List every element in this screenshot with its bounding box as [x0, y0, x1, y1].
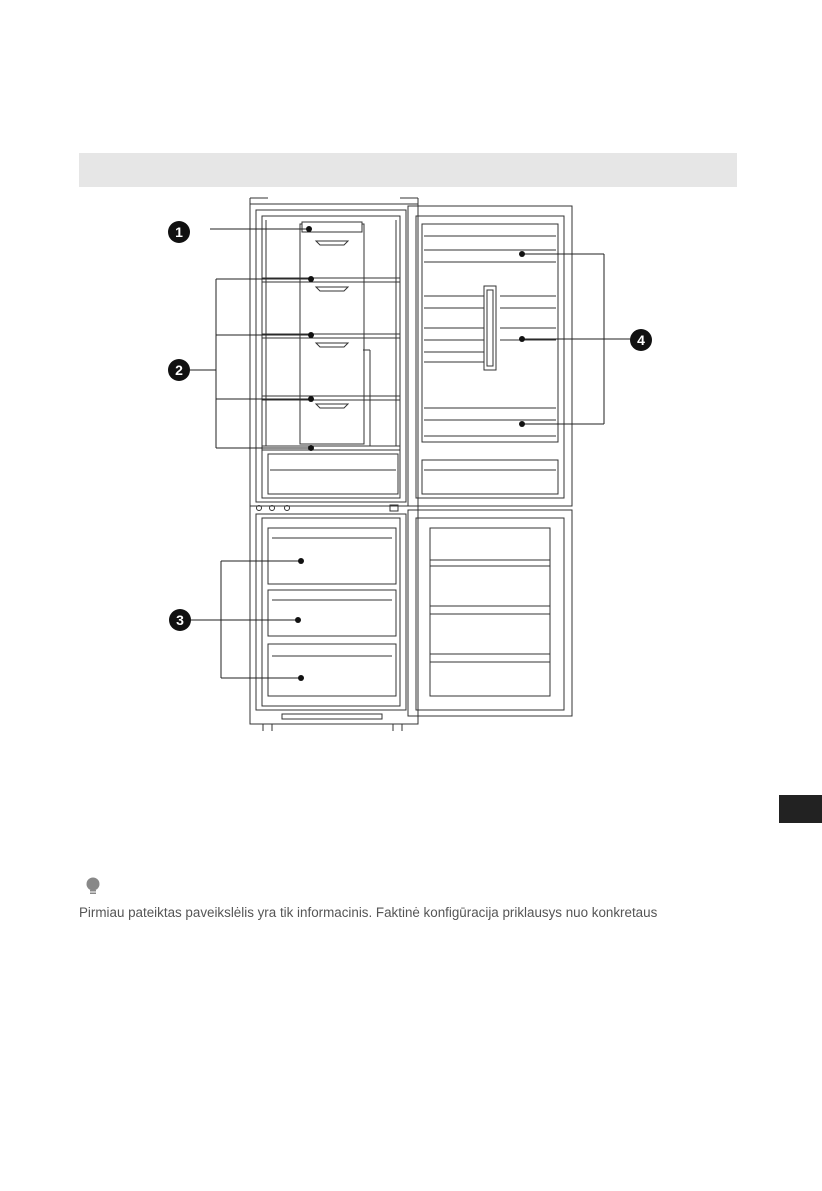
callout-3: [169, 609, 191, 631]
freezer-compartment: [256, 514, 406, 710]
base-grille: [282, 714, 382, 719]
door-bin-2: [424, 296, 556, 308]
freezer-drawer-2: [268, 590, 396, 636]
svg-text:1: 1: [175, 224, 183, 240]
svg-text:3: 3: [176, 612, 184, 628]
freezer-drawer-3: [268, 644, 396, 696]
door-bin-4: [424, 408, 556, 436]
callout-4: [630, 329, 652, 351]
door-bin-1: [424, 236, 556, 262]
lightbulb-icon: [85, 877, 101, 895]
note-text: Pirmiau pateiktas paveikslėlis yra tik informacinis. Faktinė konfigūracija priklausys nuo konkretaus: [79, 905, 658, 920]
callout-1: [168, 221, 190, 243]
door-bin-3: [424, 328, 556, 340]
fridge-door: [408, 206, 572, 506]
crisper-drawer: [268, 454, 398, 494]
freezer-drawer-1: [268, 528, 396, 584]
svg-text:2: 2: [175, 362, 183, 378]
door-bottom-bin: [422, 460, 558, 494]
callout-2: [168, 359, 190, 381]
freezer-door: [408, 510, 572, 716]
fridge-compartment: [256, 210, 406, 502]
egg-holder: [484, 286, 496, 370]
svg-text:4: 4: [637, 332, 645, 348]
